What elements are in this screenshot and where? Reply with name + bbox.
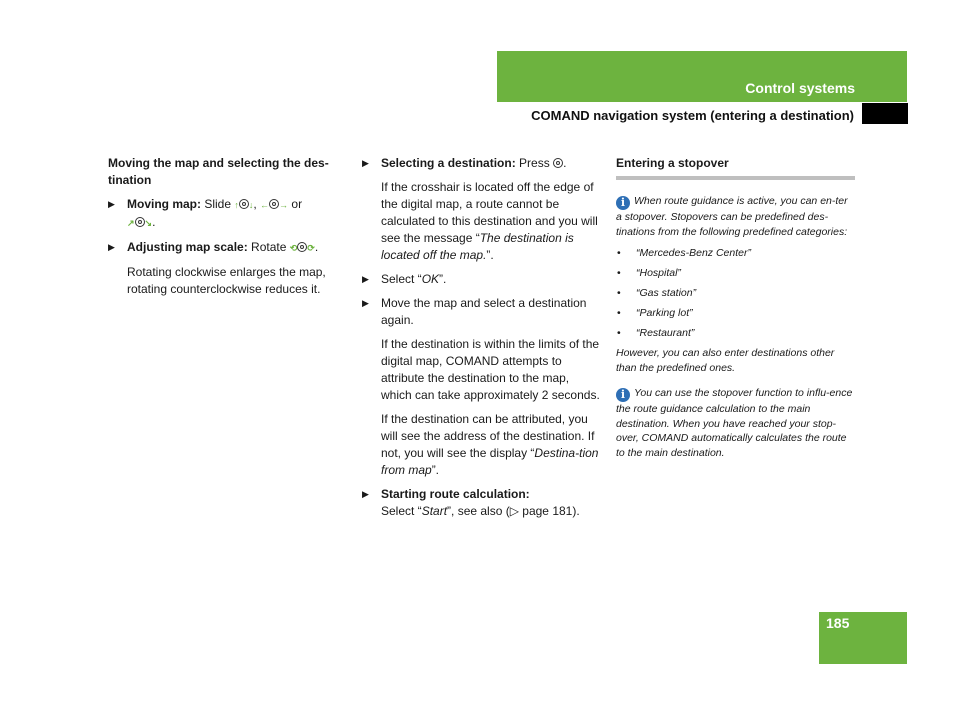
step-adjusting-scale: ▶ Adjusting map scale: Rotate ⟲ ⟳.	[108, 240, 319, 254]
step-label: Adjusting map scale:	[127, 240, 248, 254]
right-triangle-icon: ▶	[362, 489, 369, 499]
note-other-destinations: However, you can also enter destinations other than the predefined ones.	[616, 347, 835, 374]
info-icon: i	[616, 196, 630, 210]
step-label: Starting route calculation:	[381, 487, 530, 501]
section-title: Control systems	[745, 80, 855, 96]
paragraph-attributed: If the destination can be attributed, you will see the address of the destination. If not, you will see the display “Destina-tion from map”.	[381, 412, 599, 477]
paragraph-within-limits: If the destination is within the limits of the digital map, COMAND attempts to attribute the destination to the map, which can take approximately 2 seconds.	[381, 337, 600, 402]
step-selecting-destination: ▶ Selecting a destination: Press .	[362, 156, 567, 170]
page-number: 185	[826, 615, 850, 631]
column-left	[108, 155, 348, 305]
subheading-moving-map: Moving the map and selecting the des-tination	[108, 156, 329, 187]
heading-entering-stopover: Entering a stopover	[616, 155, 855, 180]
right-triangle-icon: ▶	[362, 158, 369, 168]
step-moving-map: ▶ Moving map: Slide ↑ ↓, ← → or ↗ ↘.	[108, 197, 303, 229]
controller-slide-horizontal-icon: ← →	[260, 200, 289, 210]
step-route-calculation: ▶ Starting route calculation: Select “Start”, see also (▷ page 181).	[362, 487, 580, 518]
step-select-ok: ▶ Select “OK”.	[362, 272, 447, 286]
step-move-map-again: ▶ Move the map and select a destination again.	[362, 296, 587, 327]
controller-slide-vertical-icon: ↑ ↓	[234, 200, 254, 210]
controller-rotate-icon: ⟲ ⟳	[289, 243, 315, 253]
info-icon: i	[616, 388, 630, 402]
step-text: Rotate	[251, 240, 287, 254]
list-item: • “Gas station”	[617, 287, 697, 299]
step-label: Selecting a destination:	[381, 156, 516, 170]
right-triangle-icon: ▶	[108, 199, 115, 209]
paragraph-off-map: If the crosshair is located off the edge of the digital map, a route cannot be calculated to this destination and you will see the message “The destination is located off the map.”.	[381, 180, 598, 262]
column-middle	[362, 155, 602, 527]
paragraph-rotating: Rotating clockwise enlarges the map, rotating counterclockwise reduces it.	[127, 265, 326, 296]
note-stopover-function: i You can use the stopover function to influ-ence the route guidance calculation to the main destination. When you have reached your stop-over, COMAND automatically calculates the route to the main destination.	[616, 387, 853, 459]
list-item: • “Restaurant”	[617, 327, 695, 339]
list-item: • “Hospital”	[617, 267, 681, 279]
right-triangle-icon: ▶	[362, 274, 369, 284]
right-triangle-icon: ▶	[108, 242, 115, 252]
category-list	[616, 246, 856, 341]
chapter-title: COMAND navigation system (entering a destination)	[531, 108, 854, 123]
controller-press-icon	[553, 156, 563, 170]
step-or: or	[291, 197, 303, 211]
right-triangle-icon: ▶	[362, 298, 369, 308]
chapter-tab-marker	[862, 103, 908, 124]
note-stopover: i When route guidance is active, you can en-ter a stopover. Stopovers can be predefined des-tinations from the following predefined categories:	[616, 195, 848, 238]
step-label: Moving map:	[127, 197, 201, 211]
column-right	[616, 155, 856, 467]
step-text: Press	[519, 156, 550, 170]
controller-slide-diagonal-icon: ↗ ↘	[127, 218, 153, 228]
list-item: • “Mercedes-Benz Center”	[617, 247, 751, 259]
step-text: Slide	[204, 197, 232, 211]
list-item: • “Parking lot”	[617, 307, 693, 319]
